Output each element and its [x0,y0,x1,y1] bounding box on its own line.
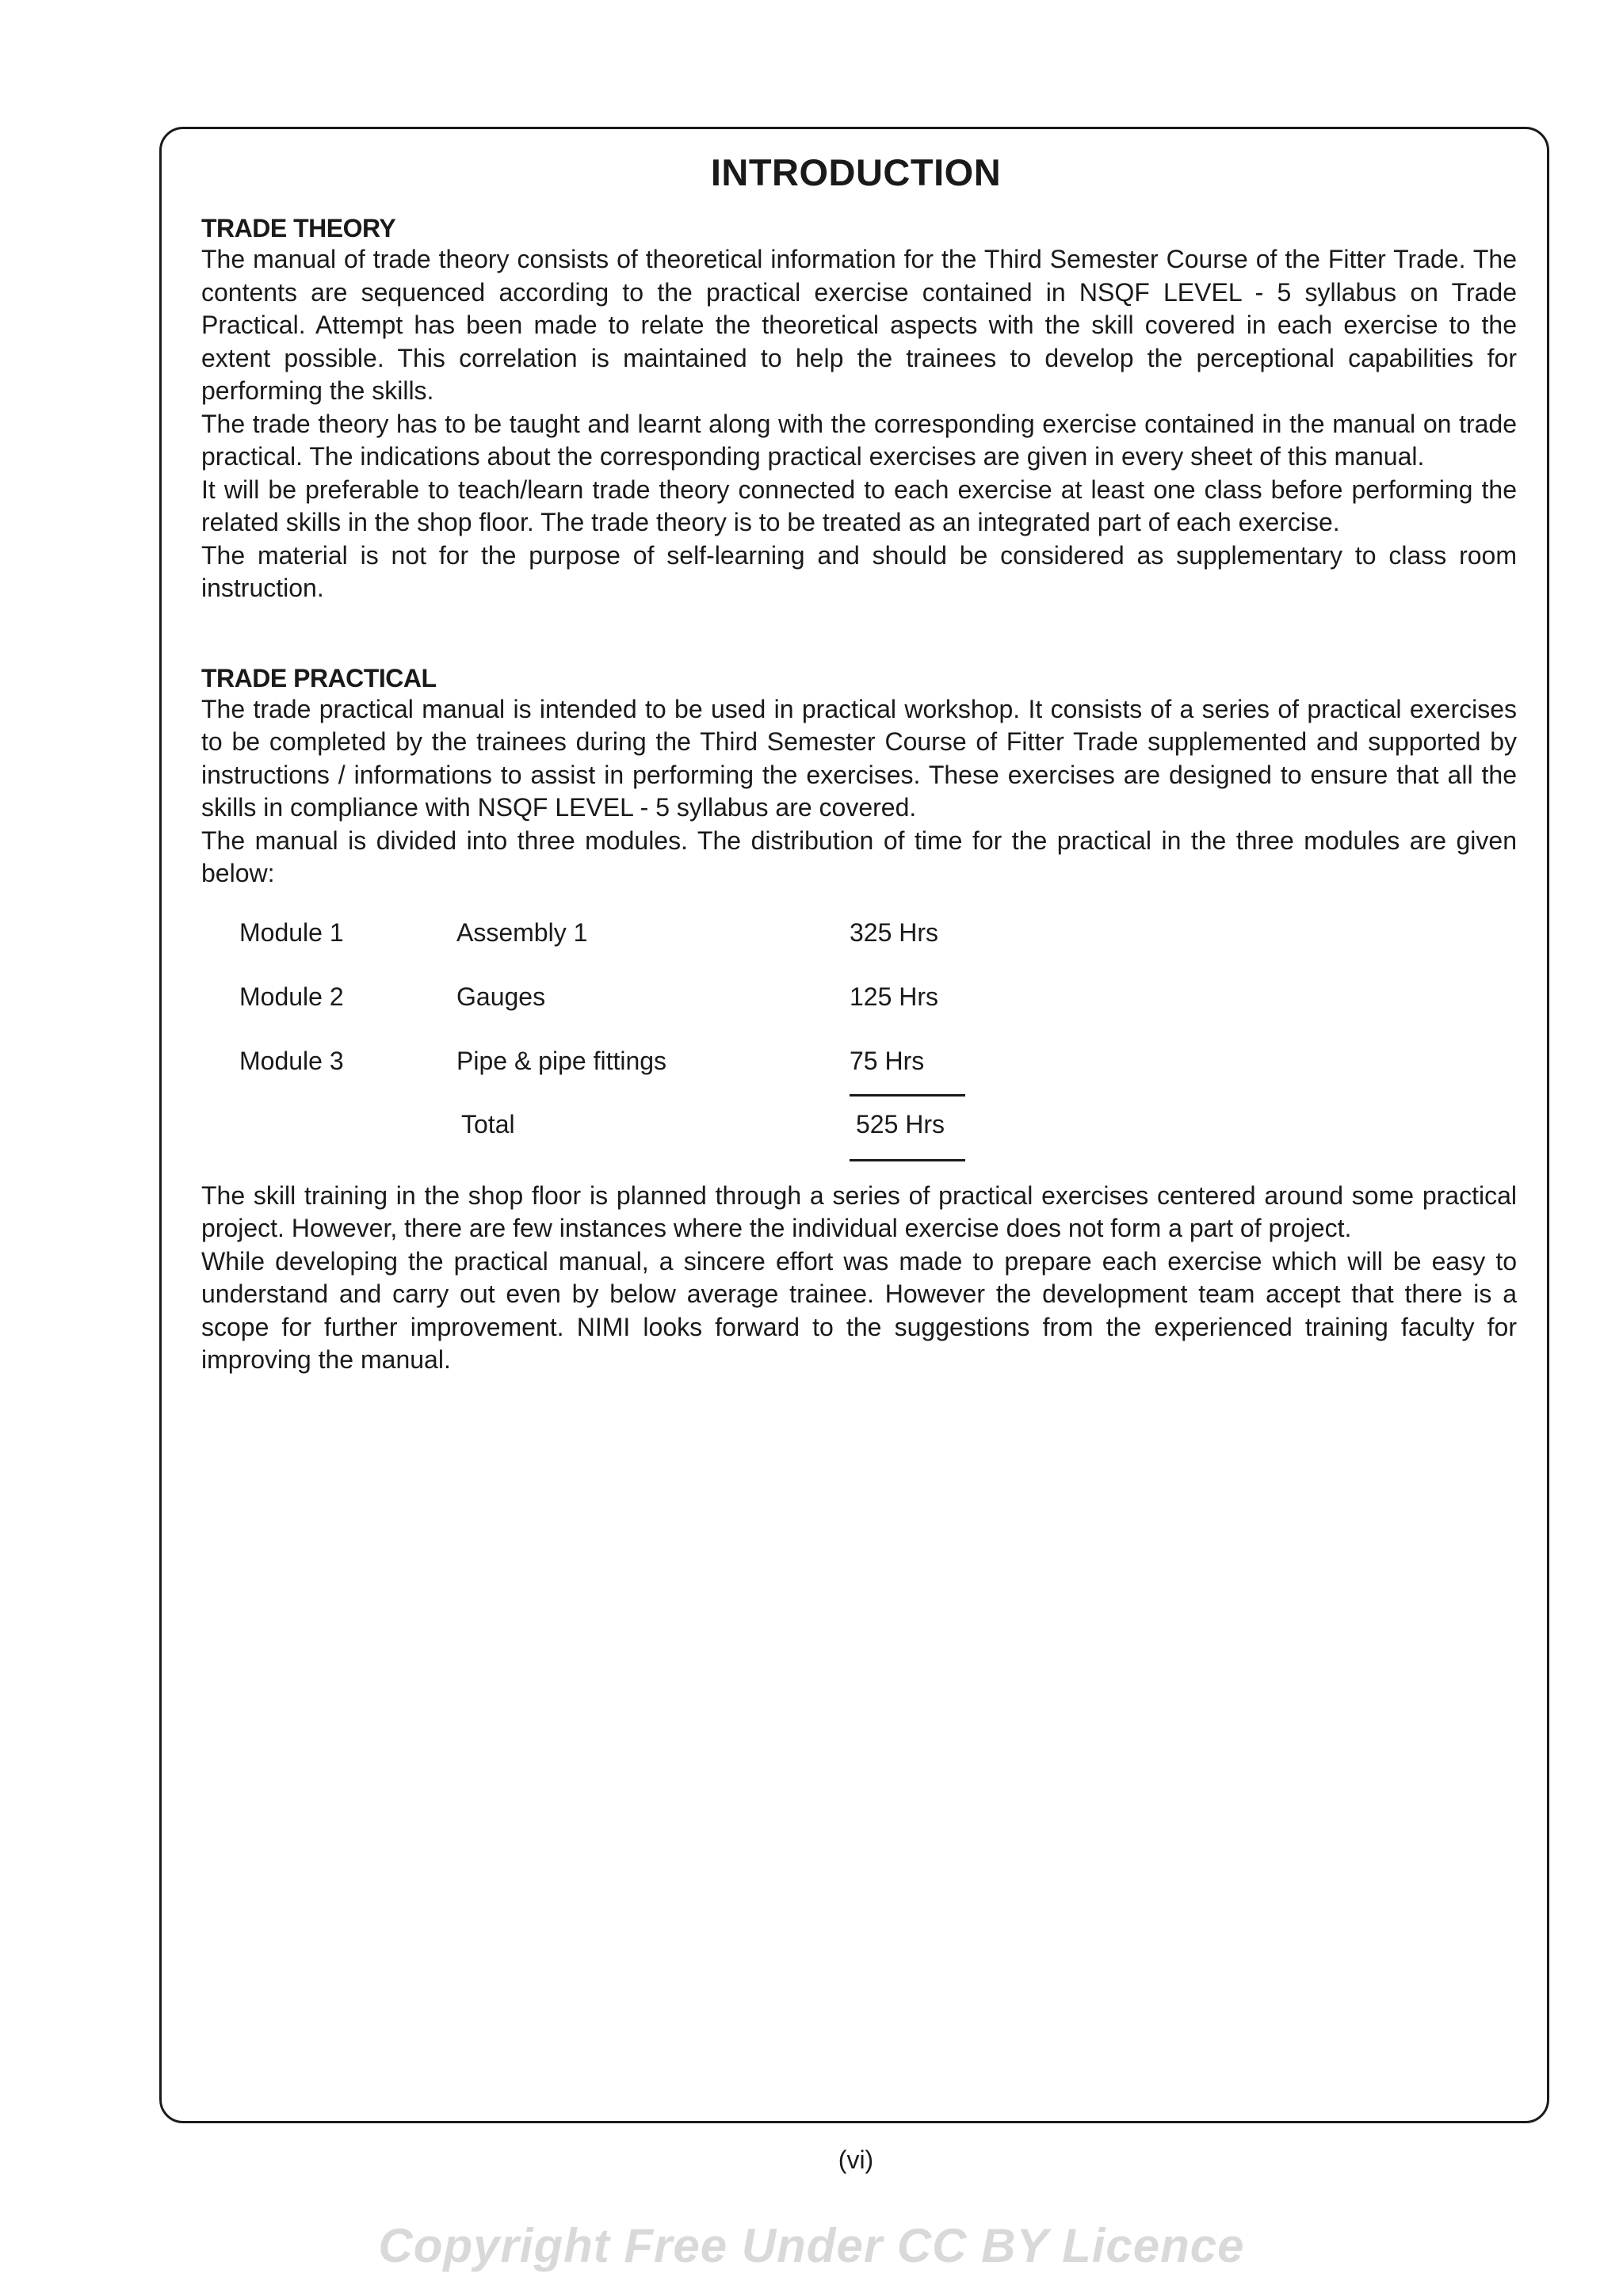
total-label: Total [461,1109,515,1138]
trade-theory-paragraph-3: It will be preferable to teach/learn trade theory connected to each exercise at least one class before performing the related skills in the shop floor. The trade theory is to be treated as an integrated part of each exercise. [201,475,1517,536]
page-title: INTRODUCTION [710,151,1002,193]
trade-theory-paragraph-2: The trade theory has to be taught and learnt along with the corresponding exercise contained in the manual on trade practical. The indications about the corresponding practical exercises are given in every sheet of this manual. [201,409,1517,471]
module-row [201,982,994,1014]
module-name: Module 3 [239,1046,344,1075]
page-number: (vi) [838,2145,874,2174]
trade-practical-paragraph-1: The trade practical manual is intended to be used in practical workshop. It consists of a series of practical exercises to be completed by the trainees during the Third Semester Course of Fitter Trade supplemented and supported by instructions / informations to assist in performing the exercises. These exercises are designed to ensure that all the skills in compliance with NSQF LEVEL - 5 syllabus are covered. [201,694,1517,822]
trade-theory-heading: TRADE THEORY [201,214,396,242]
total-rule-bottom [850,1159,965,1161]
trade-practical-paragraph-3: The skill training in the shop floor is planned through a series of practical exercises centered around some practical project. However, there are few instances where the individual exercise does not form a part of project. [201,1180,1517,1242]
module-name: Module 2 [239,982,344,1011]
content-area [201,214,1517,1377]
copyright-watermark: Copyright Free Under CC BY Licence [378,2219,1245,2272]
trade-practical-paragraph-4: While developing the practical manual, a sincere effort was made to prepare each exercise which will be easy to understand and carry out even by below average trainee. However the development team accept that there is a scope for further improvement. NIMI looks forward to the suggestions from the experienced training faculty for improving the manual. [201,1246,1517,1374]
module-hours: 75 Hrs [850,1046,925,1075]
trade-theory-paragraph-4: The material is not for the purpose of self-learning and should be considered as supplementary to class room instruction. [201,540,1517,602]
module-row [201,1047,994,1078]
trade-theory-paragraph-1: The manual of trade theory consists of theoretical information for the Third Semester Course of the Fitter Trade. The contents are sequenced according to the practical exercise contained in NSQF LEVEL - 5 syllabus on Trade Practical. Attempt has been made to relate the theoretical aspects with the skill covered in each exercise to the extent possible. This correlation is maintained to help the trainees to develop the perceptional capabilities for performing the skills. [201,245,1517,405]
module-hours: 325 Hrs [850,917,939,947]
trade-practical-heading: TRADE PRACTICAL [201,663,437,692]
modules-intro-paragraph: The manual is divided into three modules. The distribution of time for the practical in the three modules are given below: [201,826,1517,887]
module-hours: 125 Hrs [850,982,939,1011]
total-hours: 525 Hrs [856,1109,945,1138]
module-title: Pipe & pipe fittings [456,1046,667,1075]
module-name: Module 1 [239,917,344,947]
module-hours-table [201,918,1517,1180]
module-title: Gauges [456,982,546,1011]
total-rule-top [850,1094,965,1097]
total-row [201,1110,994,1142]
module-title: Assembly 1 [456,917,588,947]
module-row [201,918,994,950]
